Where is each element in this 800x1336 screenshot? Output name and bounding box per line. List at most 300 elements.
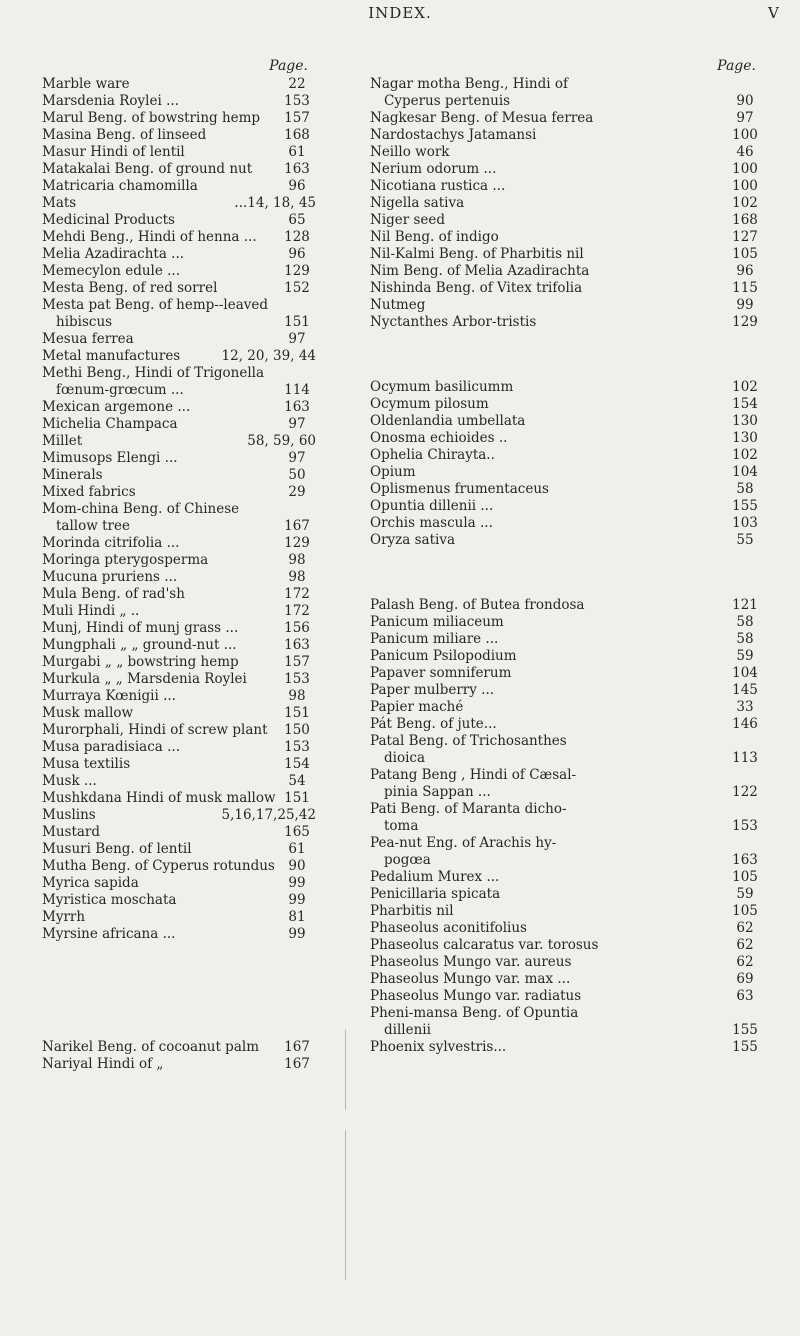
entry-page-number: 99 (288, 892, 306, 908)
entry-page-number: 102 (732, 379, 758, 395)
entry-label: Nishinda Beng. of Vitex trifolia (370, 280, 583, 296)
entry-label: Pea-nut Eng. of Arachis hy- (370, 835, 557, 851)
entry-page-number: 100 (732, 178, 758, 194)
index-entry (42, 195, 316, 212)
index-entry (370, 937, 764, 954)
entry-page-number: 62 (736, 937, 754, 953)
entry-label: Minerals (42, 467, 103, 483)
index-entry (42, 1056, 316, 1073)
index-entry (370, 631, 764, 648)
entry-page-number: 55 (736, 532, 754, 548)
entry-label: Penicillaria spicata (370, 886, 501, 902)
entry-label: Ophelia Chirayta.. (370, 447, 495, 463)
index-entry (42, 348, 316, 365)
index-entry (42, 93, 316, 110)
index-entry (42, 790, 316, 807)
entry-label: Murorphali, Hindi of screw plant (42, 722, 268, 738)
entry-label: Marsdenia Roylei ... (42, 93, 179, 109)
index-section-n-continued (42, 1039, 316, 1073)
index-entry (370, 532, 764, 549)
entry-label: Marul Beng. of bowstring hemp (42, 110, 261, 126)
entry-label: Pheni-mansa Beng. of Opuntia (370, 1005, 579, 1021)
index-entry (42, 246, 316, 263)
index-entry (370, 920, 764, 937)
entry-page-number: 153 (284, 739, 310, 755)
index-entry (42, 416, 316, 433)
entry-page-number: 99 (736, 297, 754, 313)
entry-page-number: 12, 20, 39, 44 (221, 348, 316, 364)
entry-page-number: 98 (288, 569, 306, 585)
entry-page-number: 153 (284, 671, 310, 687)
entry-page-number: 96 (288, 178, 306, 194)
entry-label: Phoenix sylvestris... (370, 1039, 507, 1055)
entry-page-number: 62 (736, 954, 754, 970)
entry-page-number: 102 (732, 195, 758, 211)
entry-label: Mutha Beng. of Cyperus rotundus (42, 858, 275, 874)
entry-page-number: 128 (284, 229, 310, 245)
entry-label: Nariyal Hindi of „ (42, 1056, 164, 1072)
index-entry (370, 195, 764, 212)
index-entry (42, 229, 316, 246)
entry-label: Mehdi Beng., Hindi of henna ... (42, 229, 257, 245)
column-divider (345, 1030, 346, 1110)
entry-label: Muslins (42, 807, 96, 823)
entry-label: Mesua ferrea (42, 331, 134, 347)
index-entry (370, 481, 764, 498)
entry-page-number: 157 (284, 110, 310, 126)
index-entry (370, 379, 764, 396)
entry-label: Moringa pterygosperma (42, 552, 209, 568)
entry-label: Nutmeg (370, 297, 426, 313)
index-entry (370, 178, 764, 195)
entry-page-number: 165 (284, 824, 310, 840)
index-entry (42, 569, 316, 586)
page-column-heading: Page. (269, 58, 308, 74)
entry-label: Orchis mascula ... (370, 515, 493, 531)
index-entry (370, 515, 764, 532)
entry-page-number: 130 (732, 430, 758, 446)
index-entry (370, 413, 764, 430)
entry-page-number: 59 (736, 648, 754, 664)
entry-page-number: 50 (288, 467, 306, 483)
entry-label: Narikel Beng. of cocoanut palm (42, 1039, 259, 1055)
entry-page-number: 153 (284, 93, 310, 109)
entry-page-number: 129 (284, 263, 310, 279)
entry-page-number: 69 (736, 971, 754, 987)
entry-page-number: 96 (288, 246, 306, 262)
entry-label: Matricaria chamomilla (42, 178, 198, 194)
entry-page-number: 151 (284, 705, 310, 721)
index-entry (42, 535, 316, 552)
index-entry (42, 144, 316, 161)
entry-label: Mucuna pruriens ... (42, 569, 178, 585)
entry-label: Masur Hindi of lentil (42, 144, 185, 160)
entry-page-number: 61 (288, 144, 306, 160)
index-entry (370, 988, 764, 1005)
index-entry (370, 954, 764, 971)
entry-page-number: 104 (732, 665, 758, 681)
entry-label-continuation: toma (384, 818, 419, 834)
entry-page-number: 163 (284, 399, 310, 415)
index-entry (42, 331, 316, 348)
index-entry (370, 886, 764, 903)
index-entry (370, 110, 764, 127)
column-divider (345, 1130, 346, 1280)
entry-label: Mexican argemone ... (42, 399, 191, 415)
entry-label: Ocymum basilicumm (370, 379, 514, 395)
index-entry (370, 161, 764, 178)
entry-page-number: 167 (284, 1039, 310, 1055)
entry-page-number: 29 (288, 484, 306, 500)
entry-page-number: 172 (284, 586, 310, 602)
entry-label: Myristica moschata (42, 892, 177, 908)
entry-label: Murkula „ „ Marsdenia Roylei (42, 671, 247, 687)
index-entry (42, 603, 316, 620)
entry-page-number: 105 (732, 903, 758, 919)
index-entry (42, 263, 316, 280)
entry-page-number: 146 (732, 716, 758, 732)
entry-label: Mula Beng. of rad'sh (42, 586, 185, 602)
index-entry (42, 297, 316, 331)
index-entry (42, 858, 316, 875)
entry-page-number: 145 (732, 682, 758, 698)
entry-label-continuation: hibiscus (56, 314, 113, 330)
entry-label: Mustard (42, 824, 101, 840)
entry-label: Pedalium Murex ... (370, 869, 500, 885)
index-entry (42, 654, 316, 671)
index-entry (370, 869, 764, 886)
index-entry (42, 807, 316, 824)
index-entry (370, 464, 764, 481)
index-entry (42, 110, 316, 127)
entry-label: Melia Azadirachta ... (42, 246, 185, 262)
entry-label: Marble ware (42, 76, 130, 92)
entry-label: Patang Beng , Hindi of Cæsal- (370, 767, 577, 783)
entry-label: Phaseolus aconitifolius (370, 920, 527, 936)
entry-page-number: 163 (732, 852, 758, 868)
index-entry (42, 841, 316, 858)
entry-label: Mom-china Beng. of Chinese (42, 501, 240, 517)
index-entry (370, 76, 764, 110)
entry-label: Masina Beng. of linseed (42, 127, 207, 143)
entry-page-number: 90 (736, 93, 754, 109)
entry-label: Pát Beng. of jute... (370, 716, 497, 732)
entry-label: Nyctanthes Arbor-tristis (370, 314, 537, 330)
entry-page-number: 114 (284, 382, 310, 398)
entry-page-number: 156 (284, 620, 310, 636)
index-entry (370, 971, 764, 988)
index-entry (42, 688, 316, 705)
index-entry (370, 597, 764, 614)
entry-page-number: 58, 59, 60 (247, 433, 316, 449)
entry-label: Musk mallow (42, 705, 134, 721)
entry-label: Phaseolus Mungo var. aureus (370, 954, 572, 970)
index-entry (42, 892, 316, 909)
entry-label: fœnum-grœcum ... (56, 382, 184, 398)
entry-label: Mushkdana Hindi of musk mallow (42, 790, 276, 806)
entry-label: Pati Beng. of Maranta dicho- (370, 801, 567, 817)
entry-label: Nil Beng. of indigo (370, 229, 499, 245)
index-entry (370, 767, 764, 801)
entry-page-number: ...14, 18, 45 (234, 195, 316, 211)
index-entry (42, 382, 316, 399)
index-entry (42, 467, 316, 484)
entry-page-number: 155 (732, 1022, 758, 1038)
entry-label: Phaseolus Mungo var. max ... (370, 971, 571, 987)
index-entry (370, 314, 764, 331)
entry-label: Musa textilis (42, 756, 131, 772)
entry-label: Phaseolus Mungo var. radiatus (370, 988, 582, 1004)
entry-label: Onosma echioides .. (370, 430, 508, 446)
entry-page-number: 22 (288, 76, 306, 92)
entry-label: Patal Beng. of Trichosanthes (370, 733, 567, 749)
entry-label: Methi Beng., Hindi of Trigonella (42, 365, 265, 381)
entry-page-number: 62 (736, 920, 754, 936)
entry-label: Millet (42, 433, 83, 449)
page-column-heading: Page. (717, 58, 756, 74)
entry-label: Mixed fabrics (42, 484, 136, 500)
index-entry (42, 76, 316, 93)
index-entry (370, 733, 764, 767)
index-entry (42, 1039, 316, 1056)
entry-label: Myrsine africana ... (42, 926, 176, 942)
entry-label: Paper mulberry ... (370, 682, 495, 698)
index-entry (370, 144, 764, 161)
index-entry (42, 909, 316, 926)
entry-page-number: 154 (284, 756, 310, 772)
index-entry (370, 246, 764, 263)
entry-page-number: 153 (732, 818, 758, 834)
index-entry (42, 127, 316, 144)
entry-label: Munj, Hindi of munj grass ... (42, 620, 239, 636)
index-entry (42, 365, 316, 382)
entry-page-number: 167 (284, 518, 310, 534)
entry-page-number: 97 (288, 331, 306, 347)
index-entry (42, 756, 316, 773)
index-entry (42, 178, 316, 195)
entry-label: Mungphali „ „ ground-nut ... (42, 637, 237, 653)
entry-label: Panicum miliaceum (370, 614, 504, 630)
entry-page-number: 151 (284, 790, 310, 806)
index-entry (370, 614, 764, 631)
entry-label: Mesta Beng. of red sorrel (42, 280, 218, 296)
entry-label: Ocymum pilosum (370, 396, 489, 412)
entry-label: Niger seed (370, 212, 446, 228)
entry-label: Papaver somniferum (370, 665, 512, 681)
entry-page-number: 61 (288, 841, 306, 857)
entry-page-number: 63 (736, 988, 754, 1004)
entry-page-number: 122 (732, 784, 758, 800)
entry-page-number: 127 (732, 229, 758, 245)
index-entry (370, 297, 764, 314)
entry-label: Metal manufactures (42, 348, 181, 364)
entry-page-number: 155 (732, 498, 758, 514)
entry-label: Nim Beng. of Melia Azadirachta (370, 263, 590, 279)
entry-label: Medicinal Products (42, 212, 175, 228)
entry-page-number: 97 (288, 416, 306, 432)
entry-label: Mesta pat Beng. of hemp--leaved (42, 297, 269, 313)
entry-page-number: 105 (732, 869, 758, 885)
index-section-n (370, 76, 764, 331)
entry-label: Oldenlandia umbellata (370, 413, 526, 429)
entry-label: Mimusops Elengi ... (42, 450, 178, 466)
index-entry (42, 926, 316, 943)
index-entry (370, 716, 764, 733)
entry-page-number: 98 (288, 688, 306, 704)
entry-page-number: 150 (284, 722, 310, 738)
index-section-p (370, 597, 764, 1056)
index-entry (42, 824, 316, 841)
index-entry (42, 280, 316, 297)
entry-page-number: 54 (288, 773, 306, 789)
entry-page-number: 58 (736, 614, 754, 630)
entry-label: Opuntia dillenii ... (370, 498, 494, 514)
entry-label: Musuri Beng. of lentil (42, 841, 192, 857)
entry-page-number: 102 (732, 447, 758, 463)
entry-label: Oplismenus frumentaceus (370, 481, 549, 497)
entry-label: Nil-Kalmi Beng. of Pharbitis nil (370, 246, 584, 262)
index-entry (370, 447, 764, 464)
entry-label-continuation: pogœa (384, 852, 431, 868)
index-entry (370, 1005, 764, 1039)
index-entry (370, 280, 764, 297)
entry-label: Matakalai Beng. of ground nut (42, 161, 253, 177)
entry-page-number: 163 (284, 637, 310, 653)
entry-label: Muli Hindi „ .. (42, 603, 140, 619)
entry-label: Morinda citrifolia ... (42, 535, 180, 551)
entry-page-number: 98 (288, 552, 306, 568)
entry-page-number: 121 (732, 597, 758, 613)
index-entry (370, 396, 764, 413)
entry-page-number: 46 (736, 144, 754, 160)
entry-label: Myrica sapida (42, 875, 139, 891)
index-entry (370, 1039, 764, 1056)
index-entry (42, 161, 316, 178)
index-entry (42, 552, 316, 569)
index-entry (370, 263, 764, 280)
entry-label: Mats (42, 195, 77, 211)
entry-label-continuation: dioica (384, 750, 426, 766)
entry-label-continuation: Cyperus pertenuis (384, 93, 511, 109)
entry-label: Michelia Champaca (42, 416, 178, 432)
index-entry (370, 127, 764, 144)
entry-page-number: 168 (732, 212, 758, 228)
entry-label: Murraya Kœnigii ... (42, 688, 176, 704)
index-entry (42, 671, 316, 688)
entry-page-number: 130 (732, 413, 758, 429)
index-entry (42, 739, 316, 756)
entry-page-number: 81 (288, 909, 306, 925)
entry-label: Papier maché (370, 699, 464, 715)
index-entry (370, 699, 764, 716)
index-entry (370, 903, 764, 920)
index-entry (42, 705, 316, 722)
entry-page-number: 129 (732, 314, 758, 330)
entry-label: Myrrh (42, 909, 86, 925)
index-entry (370, 212, 764, 229)
index-entry (370, 801, 764, 835)
entry-label: Neillo work (370, 144, 450, 160)
entry-page-number: 104 (732, 464, 758, 480)
entry-label: Panicum miliare ... (370, 631, 499, 647)
index-entry (42, 586, 316, 603)
entry-page-number: 113 (732, 750, 758, 766)
entry-page-number: 163 (284, 161, 310, 177)
entry-page-number: 168 (284, 127, 310, 143)
index-entry (42, 637, 316, 654)
entry-label-continuation: pinia Sappan ... (384, 784, 491, 800)
entry-page-number: 152 (284, 280, 310, 296)
entry-page-number: 65 (288, 212, 306, 228)
page-number: V (768, 4, 779, 22)
entry-label: Oryza sativa (370, 532, 455, 548)
entry-label: Palash Beng. of Butea frondosa (370, 597, 585, 613)
entry-label: Nerium odorum ... (370, 161, 497, 177)
entry-page-number: 100 (732, 127, 758, 143)
left-column (42, 56, 316, 1073)
index-entry (42, 875, 316, 892)
index-entry (42, 399, 316, 416)
entry-page-number: 154 (732, 396, 758, 412)
entry-label-continuation: tallow tree (56, 518, 130, 534)
entry-label: Musa paradisiaca ... (42, 739, 181, 755)
entry-label: Memecylon edule ... (42, 263, 181, 279)
index-entry (42, 484, 316, 501)
entry-page-number: 58 (736, 631, 754, 647)
index-entry (370, 648, 764, 665)
index-entry (370, 682, 764, 699)
entry-page-number: 172 (284, 603, 310, 619)
entry-page-number: 59 (736, 886, 754, 902)
entry-page-number: 115 (732, 280, 758, 296)
page-header (0, 4, 800, 26)
entry-label: Pharbitis nil (370, 903, 454, 919)
entry-label: Panicum Psilopodium (370, 648, 517, 664)
entry-page-number: 105 (732, 246, 758, 262)
entry-label: Nigella sativa (370, 195, 465, 211)
entry-page-number: 99 (288, 926, 306, 942)
entry-page-number: 97 (736, 110, 754, 126)
entry-page-number: 33 (736, 699, 754, 715)
page-title: INDEX. (368, 4, 432, 22)
entry-page-number: 157 (284, 654, 310, 670)
index-entry (370, 665, 764, 682)
entry-page-number: 100 (732, 161, 758, 177)
entry-label: Phaseolus calcaratus var. torosus (370, 937, 599, 953)
entry-page-number: 58 (736, 481, 754, 497)
entry-page-number: 5,16,17,25,42 (221, 807, 316, 823)
index-entry (370, 430, 764, 447)
entry-page-number: 167 (284, 1056, 310, 1072)
index-entry (42, 773, 316, 790)
entry-page-number: 97 (288, 450, 306, 466)
entry-label: Nagar motha Beng., Hindi of (370, 76, 568, 92)
entry-page-number: 90 (288, 858, 306, 874)
index-entry (42, 450, 316, 467)
entry-label-continuation: dillenii (384, 1022, 431, 1038)
entry-page-number: 96 (736, 263, 754, 279)
entry-page-number: 129 (284, 535, 310, 551)
index-entry (42, 433, 316, 450)
entry-label: Nardostachys Jatamansi (370, 127, 537, 143)
right-column (370, 56, 764, 1056)
entry-page-number: 99 (288, 875, 306, 891)
entry-label: Opium (370, 464, 416, 480)
index-entry (42, 501, 316, 535)
entry-page-number: 151 (284, 314, 310, 330)
entry-label: Nicotiana rustica ... (370, 178, 506, 194)
entry-label: Murgabi „ „ bowstring hemp (42, 654, 239, 670)
